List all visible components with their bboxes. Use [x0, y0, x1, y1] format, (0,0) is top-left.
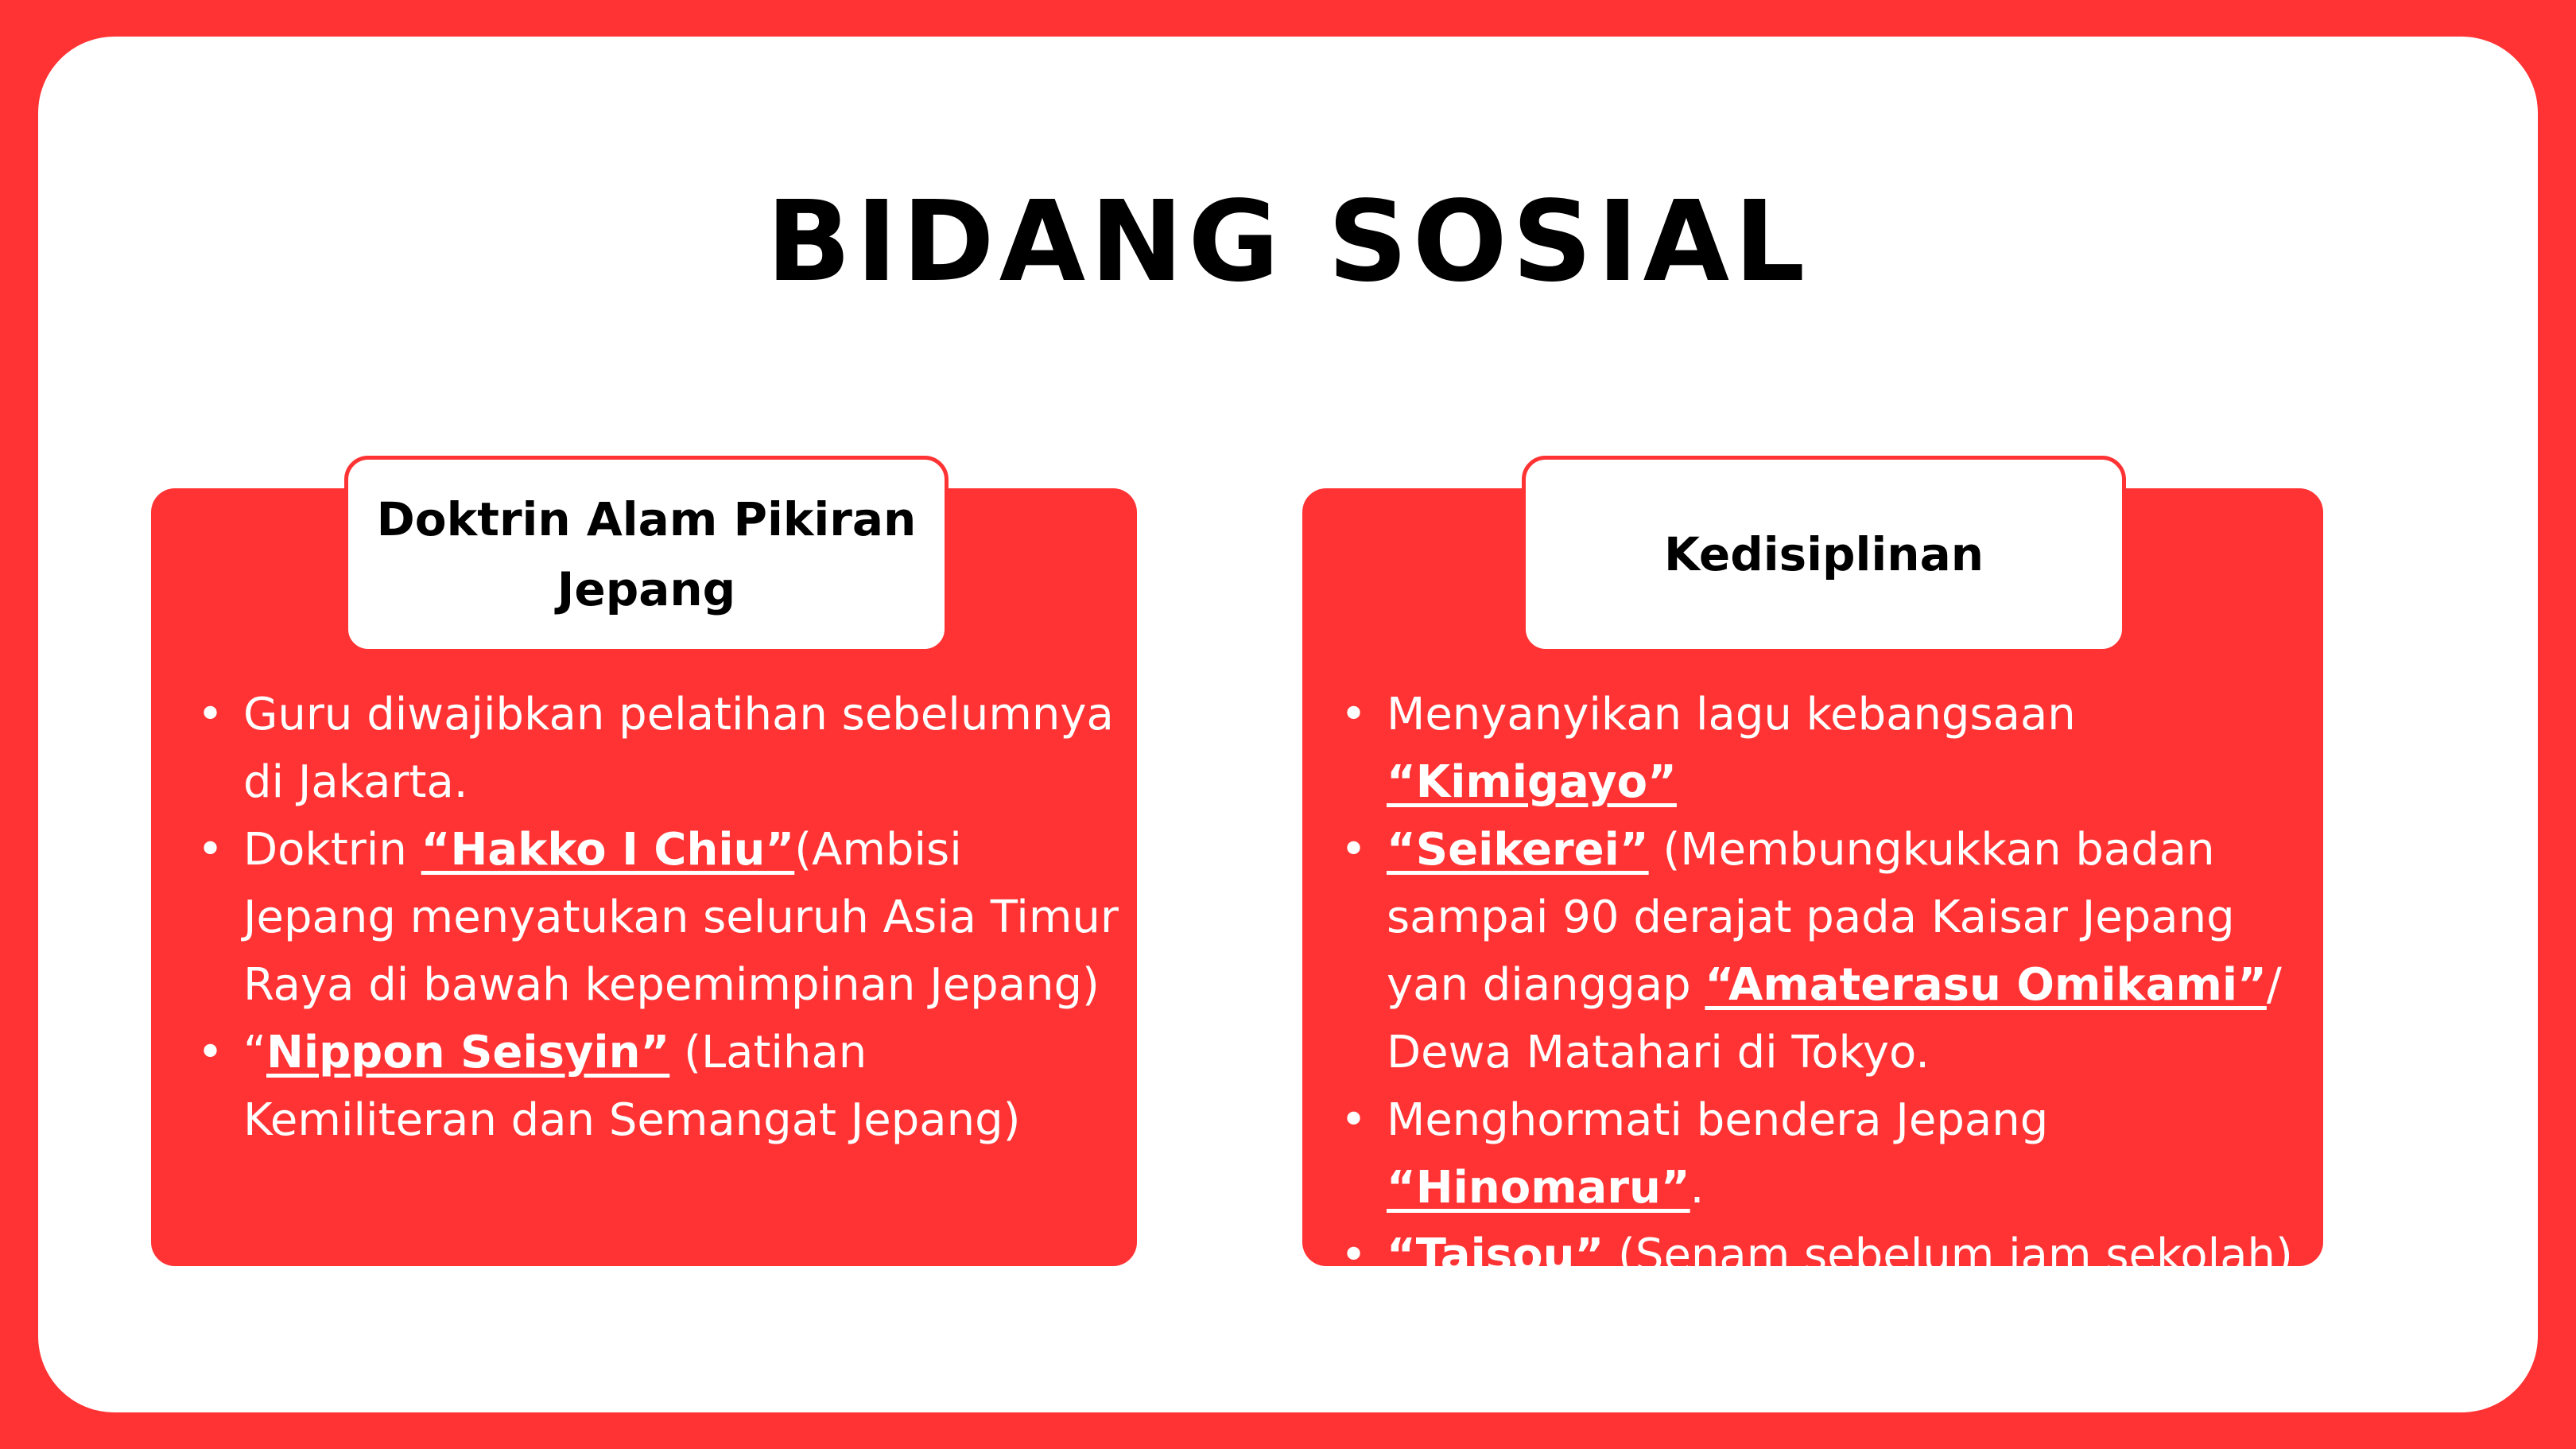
bullet-text: Doktrin	[243, 824, 421, 876]
term-hinomaru: “Hinomaru”	[1387, 1162, 1690, 1214]
term-kimigayo: “Kimigayo”	[1387, 756, 1677, 808]
bullet-text: (Membungkukkan badan sampai 90 derajat pada Kaisar Jepang yan dianggap	[1387, 824, 2235, 1011]
bullet-text: “	[243, 1027, 267, 1078]
bullet-text: (Senam sebelum jam sekolah)	[1604, 1230, 2293, 1281]
term-taisou: “Taisou”	[1387, 1230, 1604, 1281]
card-header-kedisiplinan-label: Kedisiplinan	[1663, 527, 1984, 581]
list-item	[197, 1019, 1119, 1154]
bullet-text: Menghormati bendera Jepang	[1387, 1094, 2049, 1146]
doktrin-bullet-list	[197, 681, 1119, 1154]
list-item	[1340, 816, 2310, 1086]
list-item	[1340, 1086, 2310, 1222]
term-nippon-seisyin: Nippon Seisyin”	[266, 1027, 670, 1078]
bullet-text: Menyanyikan lagu kebangsaan	[1387, 689, 2076, 740]
bullet-text: (Ambisi Jepang menyatukan seluruh Asia Timur Raya di bawah kepemimpinan Jepang)	[243, 824, 1119, 1011]
page-title: BIDANG SOSIAL	[766, 177, 1810, 307]
list-item	[1340, 1222, 2310, 1289]
list-item	[197, 816, 1119, 1019]
bullet-text: (Latihan Kemiliteran dan Semangat Jepang)	[243, 1027, 1021, 1146]
card-header-doktrin	[344, 456, 949, 653]
term-seikerei: “Seikerei”	[1387, 824, 1649, 876]
list-item	[1340, 681, 2310, 816]
list-item	[197, 681, 1119, 816]
card-header-doktrin-label: Doktrin Alam Pikiran Jepang	[376, 492, 917, 616]
bullet-text: / Dewa Matahari di Tokyo.	[1387, 959, 2282, 1078]
term-amaterasu-omikami: “Amaterasu Omikami”	[1705, 959, 2267, 1011]
term-hakko-i-chiu: “Hakko I Chiu”	[421, 824, 795, 876]
bullet-text: .	[1690, 1162, 1705, 1214]
kedisiplinan-bullet-list	[1340, 681, 2310, 1289]
card-header-kedisiplinan	[1522, 456, 2126, 653]
bullet-text: Guru diwajibkan pelatihan sebelumnya di Jakarta.	[243, 689, 1114, 808]
